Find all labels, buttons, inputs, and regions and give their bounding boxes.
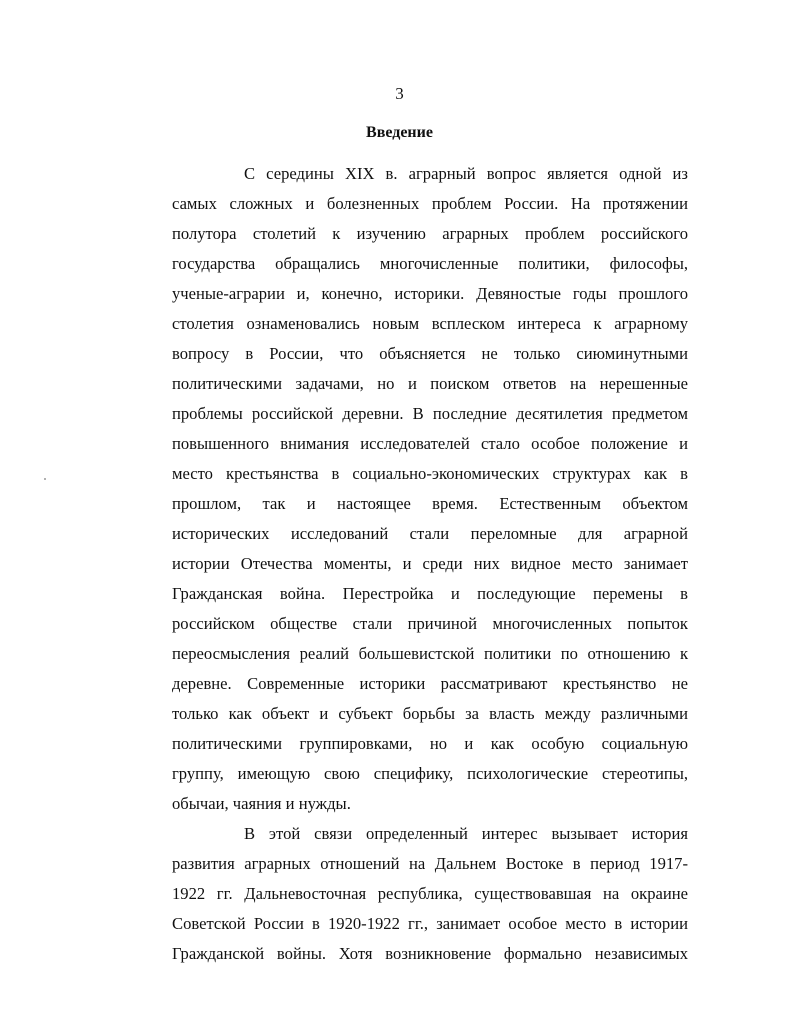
text-line: деревне. Современные историки рассматривают крестьянство не [172,674,688,693]
text-line: обычаи, чаяния и нужды. [172,794,351,813]
text-line: вопросу в России, что объясняется не только сиюминутными [172,344,688,363]
text-line: политическими задачами, но и поиском ответов на нерешенные [172,374,688,393]
text-line: С середины XIX в. аграрный вопрос является одной из [244,164,688,183]
text-line: истории Отечества моменты, и среди них видное место занимает [172,554,688,573]
text-line: прошлом, так и настоящее время. Естественным объектом [172,494,688,513]
text-line: повышенного внимания исследователей стало особое положение и [172,434,688,453]
text-line: Гражданской войны. Хотя возникновение формально независимых [172,944,688,963]
text-line: российском обществе стали причиной многочисленных попыток [172,614,688,633]
text-line: самых сложных и болезненных проблем России. На протяжении [172,194,688,213]
text-line: переосмысления реалий большевистской политики по отношению к [172,644,688,663]
text-line: полутора столетий к изучению аграрных проблем российского [172,224,688,243]
text-line: группу, имеющую свою специфику, психологические стереотипы, [172,764,688,783]
text-line: Советской России в 1920-1922 гг., занимает особое место в истории [172,914,688,933]
text-line: государства обращались многочисленные политики, философы, [172,254,688,273]
text-line: только как объект и субъект борьбы за власть между различными [172,704,688,723]
text-line: В этой связи определенный интерес вызывает история [244,824,688,843]
page-number: 3 [395,84,404,103]
text-line: проблемы российской деревни. В последние десятилетия предметом [172,404,688,423]
scan-speck [44,478,46,480]
section-heading: Введение [366,124,433,141]
text-line: ученые-аграрии и, конечно, историки. Девяностые годы прошлого [172,284,688,303]
text-line: место крестьянства в социально-экономических структурах как в [172,464,688,483]
text-line: политическими группировками, но и как особую социальную [172,734,688,753]
text-line: столетия ознаменовались новым всплеском интереса к аграрному [172,314,688,333]
text-line: исторических исследований стали переломные для аграрной [172,524,688,543]
text-line: Гражданская война. Перестройка и последующие перемены в [172,584,688,603]
text-line: 1922 гг. Дальневосточная республика, существовавшая на окраине [172,884,688,903]
text-line: развития аграрных отношений на Дальнем Востоке в период 1917- [172,854,688,873]
